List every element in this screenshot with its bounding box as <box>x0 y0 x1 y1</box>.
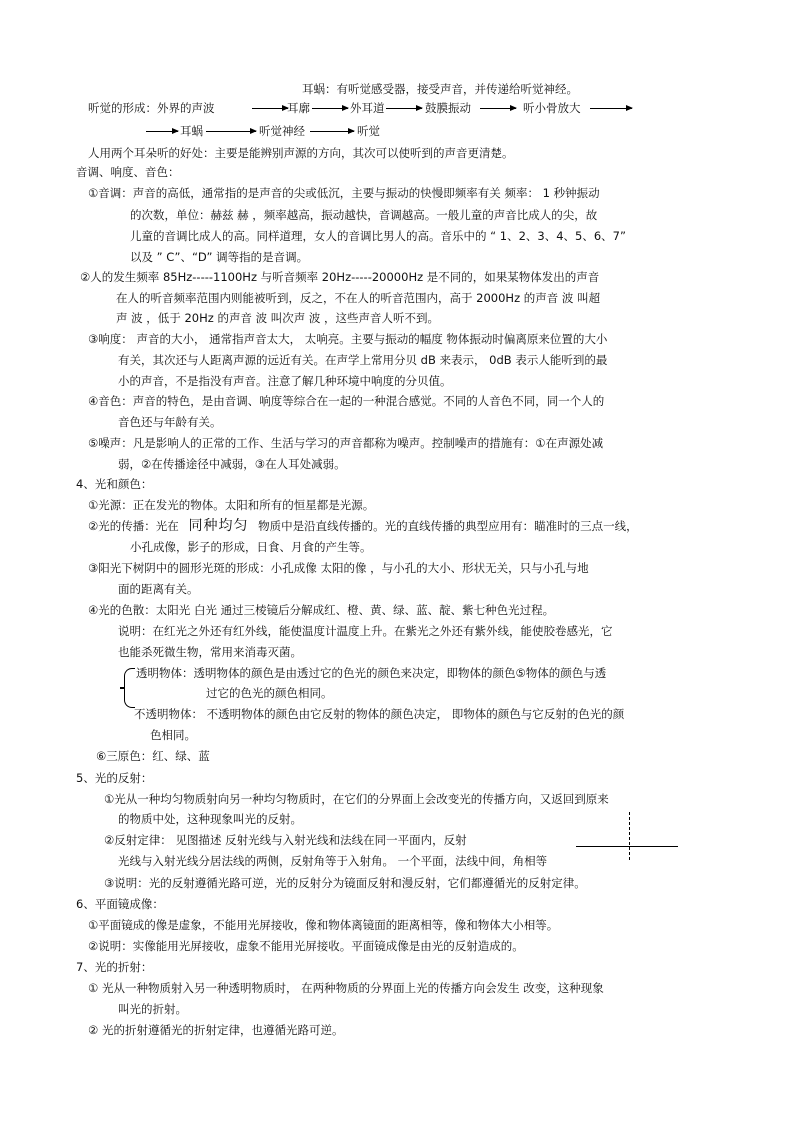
propagation-text: ②光的传播：光在 <box>88 519 179 533</box>
arrow-icon <box>480 108 516 109</box>
reflection-def-line: ①光从一种均匀物质射向另一种均匀物质时，在它们的分界面上会改变光的传播方向，又返回到原来 <box>104 792 609 806</box>
noise-line: 弱，②在传播途径中减弱，③在人耳处减弱。 <box>118 457 346 471</box>
pitch-line: 的次数，单位：赫兹 赫 ，频率越高，振动越快，音调越高。一般儿童的声音比成人的尖，故 <box>130 208 598 222</box>
chain-node-ossicles: 听小骨放大 <box>523 101 581 115</box>
reflection-def-line: 的物质中处，这种现象叫光的反射。 <box>118 812 302 826</box>
pitch-line: 儿童的音调比成人的高。同样道理，女人的音调比男人的高。音乐中的 “ 1、2、3、4、5、6、7” <box>130 229 626 243</box>
arrow-icon <box>206 131 256 132</box>
refraction-line: ① 光从一种物质射入另一种透明物质时， 在两种物质的分界面上光的传播方向会发生 改变，这种现象 <box>88 981 604 995</box>
loudness-line: ③响度： 声音的大小， 通常指声音太大， 太响亮。主要与振动的幅度 物体振动时偏离原来位置的大小 <box>88 332 608 346</box>
reflection-law-line: 光线与入射光线分居法线的两侧，反射角等于入射角。 一个平面，法线中间，角相等 <box>118 854 548 868</box>
brace-icon <box>124 668 135 708</box>
arrow-icon <box>310 131 354 132</box>
primary-colors-line: ⑥三原色：红、绿、蓝 <box>96 749 210 763</box>
propagation-text: 物质中是沿直线传播的。光的直线传播的典型应用有：瞄准时的三点一线， <box>258 519 638 533</box>
reflection-note: ③说明：光的反射遵循光路可逆，光的反射分为镜面反射和漫反射，它们都遵循光的反射定律。 <box>104 876 586 890</box>
pitch-line: 以及 ” C”、“D” 调等指的是音调。 <box>130 250 309 264</box>
chain-node-auricle: 耳廓 <box>287 101 310 115</box>
arrow-icon <box>590 108 632 109</box>
chain-node-cochlea: 耳蜗 <box>180 124 203 138</box>
reflection-law-line: ②反射定律： 见图描述 反射光线与入射光线和法线在同一平面内，反射 <box>104 833 467 847</box>
cochlea-note: 耳蜗：有听觉感受器，接受声音，并传递给听觉神经。 <box>302 82 578 96</box>
chain-node-auditory-nerve: 听觉神经 <box>259 124 305 138</box>
refraction-line: 叫光的折射。 <box>118 1002 187 1016</box>
two-ears-note: 人用两个耳朵听的好处：主要是能辨别声源的方向，其次可以使听到的声音更清楚。 <box>88 146 514 160</box>
range-line: ②人的发生频率 85Hz-----1100Hz 与听音频率 20Hz-----20000Hz 是不同的，如果某物体发出的声音 <box>80 270 600 284</box>
dispersion-note: 也能杀死微生物，常用来消毒灭菌。 <box>118 645 302 659</box>
section-title: 音调、响度、音色： <box>76 165 180 179</box>
dispersion-line: ④光的色散：太阳光 白光 通过三棱镜后分解成红、橙、黄、绿、蓝、靛、紫七种色光过程。 <box>88 603 555 617</box>
section-title: 6、平面镜成像： <box>76 897 164 911</box>
noise-line: ⑤噪声：凡是影响人的正常的工作、生活与学习的声音都称为噪声。控制噪声的措施有：①在声源处减 <box>88 436 604 450</box>
transparent-object-line: 过它的色光的颜色相同。 <box>206 686 333 700</box>
arrow-icon <box>386 108 422 109</box>
chain-node-hearing: 听觉 <box>357 124 380 138</box>
mirror-surface-icon <box>576 846 678 847</box>
arrow-icon <box>312 108 348 109</box>
light-source-line: ①光源：正在发光的物体。太阳和所有的恒星都是光源。 <box>88 498 375 512</box>
range-line: 在人的听音频率范围内则能被听到，反之，不在人的听音范围内，高于 2000Hz 的声音 波 叫超 <box>116 291 601 305</box>
handwritten-answer: 同种均匀 <box>188 518 249 534</box>
timbre-line: 音色还与年龄有关。 <box>118 415 222 429</box>
light-spot-line: 面的距离有关。 <box>118 582 199 596</box>
normal-line-icon <box>629 812 630 860</box>
opaque-object-line: 不透明物体： 不透明物体的颜色由它反射的物体的颜色决定， 即物体的颜色与它反射的色光的颜 <box>134 707 625 721</box>
chain-node-eardrum: 鼓膜振动 <box>425 101 471 115</box>
range-line: 声 波 ，低于 20Hz 的声音 波 叫次声 波 ，这些声音人听不到。 <box>116 311 440 325</box>
propagation-line: 小孔成像，影子的形成，日食、月食的产生等。 <box>130 540 372 554</box>
refraction-line: ② 光的折射遵循光的折射定律，也遵循光路可逆。 <box>88 1023 344 1037</box>
mirror-line: ①平面镜成的像是虚象，不能用光屏接收，像和物体离镜面的距离相等，像和物体大小相等。 <box>88 918 559 932</box>
loudness-line: 小的声音，不是指没有声音。注意了解几种环境中响度的分贝值。 <box>118 374 452 388</box>
mirror-line: ②说明：实像能用光屏接收，虚象不能用光屏接收。平面镜成像是由光的反射造成的。 <box>88 939 524 953</box>
section-title: 4、光和颜色： <box>76 477 153 491</box>
arrow-icon <box>252 108 288 109</box>
hearing-label: 听觉的形成：外界的声波 <box>88 101 215 115</box>
section-title: 7、光的折射： <box>76 960 153 974</box>
pitch-line: ①音调：声音的高低，通常指的是声音的尖或低沉，主要与振动的快慢即频率有关 频率： 1 秒钟振动 <box>88 186 600 200</box>
transparent-object-line: 透明物体：透明物体的颜色是由透过它的色光的颜色来决定，即物体的颜色⑤物体的颜色与透 <box>136 666 607 680</box>
propagation-line <box>88 519 638 533</box>
loudness-line: 有关，其次还与人距离声源的远近有关。在声学上常用分贝 dB 来表示， 0dB 表示人能听到的最 <box>118 353 608 367</box>
chain-node-ear-canal: 外耳道 <box>350 101 385 115</box>
opaque-object-line: 色相同。 <box>150 728 196 742</box>
arrow-icon <box>146 131 178 132</box>
light-spot-line: ③阳光下树阴中的圆形光斑的形成：小孔成像 太阳的像 ，与小孔的大小、形状无关，只与小孔与地 <box>88 561 589 575</box>
dispersion-note: 说明：在红光之外还有红外线，能使温度计温度上升。在紫光之外还有紫外线，能使胶卷感光，它 <box>118 624 613 638</box>
section-title: 5、光的反射： <box>76 771 153 785</box>
brace-tip <box>120 687 125 689</box>
timbre-line: ④音色：声音的特色，是由音调、响度等综合在一起的一种混合感觉。不同的人音色不同，同一个人的 <box>88 394 605 408</box>
